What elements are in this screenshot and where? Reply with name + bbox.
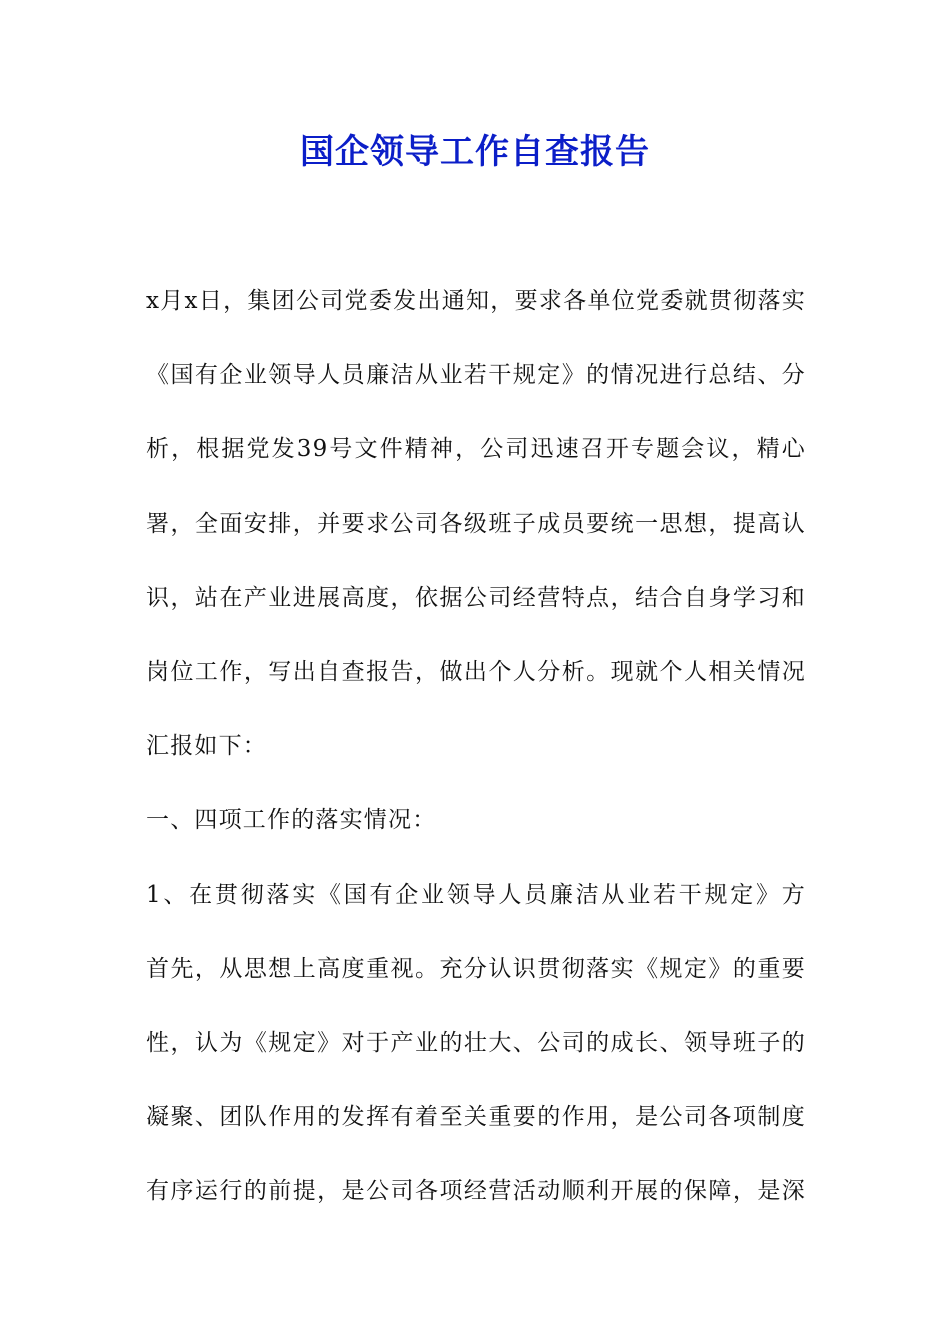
document-title: 国企领导工作自查报告 <box>300 132 650 172</box>
body-line: 首先，从思想上高度重视。充分认识贯彻落实《规定》的重要 <box>146 955 806 982</box>
body-line: 《国有企业领导人员廉洁从业若干规定》的情况进行总结、分 <box>146 362 806 389</box>
section-heading: 一、四项工作的落实情况： <box>146 807 437 834</box>
body-line: 岗位工作，写出自查报告，做出个人分析。现就个人相关情况 <box>146 658 806 685</box>
body-line: 凝聚、团队作用的发挥有着至关重要的作用，是公司各项制度 <box>146 1104 806 1131</box>
document-body <box>146 264 806 1228</box>
body-line: 析，根据党发39号文件精神，公司迅速召开专题会议，精心 <box>146 436 806 463</box>
body-line: 1、在贯彻落实《国有企业领导人员廉洁从业若干规定》方 <box>146 881 806 908</box>
body-line: 汇报如下： <box>146 733 267 760</box>
body-line: 识，站在产业进展高度，依据公司经营特点，结合自身学习和 <box>146 584 806 611</box>
body-line: 署，全面安排，并要求公司各级班子成员要统一思想，提高认 <box>146 510 806 537</box>
body-line: x月x日，集团公司党委发出通知，要求各单位党委就贯彻落实 <box>146 288 806 314</box>
body-line: 有序运行的前提，是公司各项经营活动顺利开展的保障，是深 <box>146 1178 806 1205</box>
body-line: 性，认为《规定》对于产业的壮大、公司的成长、领导班子的 <box>146 1029 806 1056</box>
